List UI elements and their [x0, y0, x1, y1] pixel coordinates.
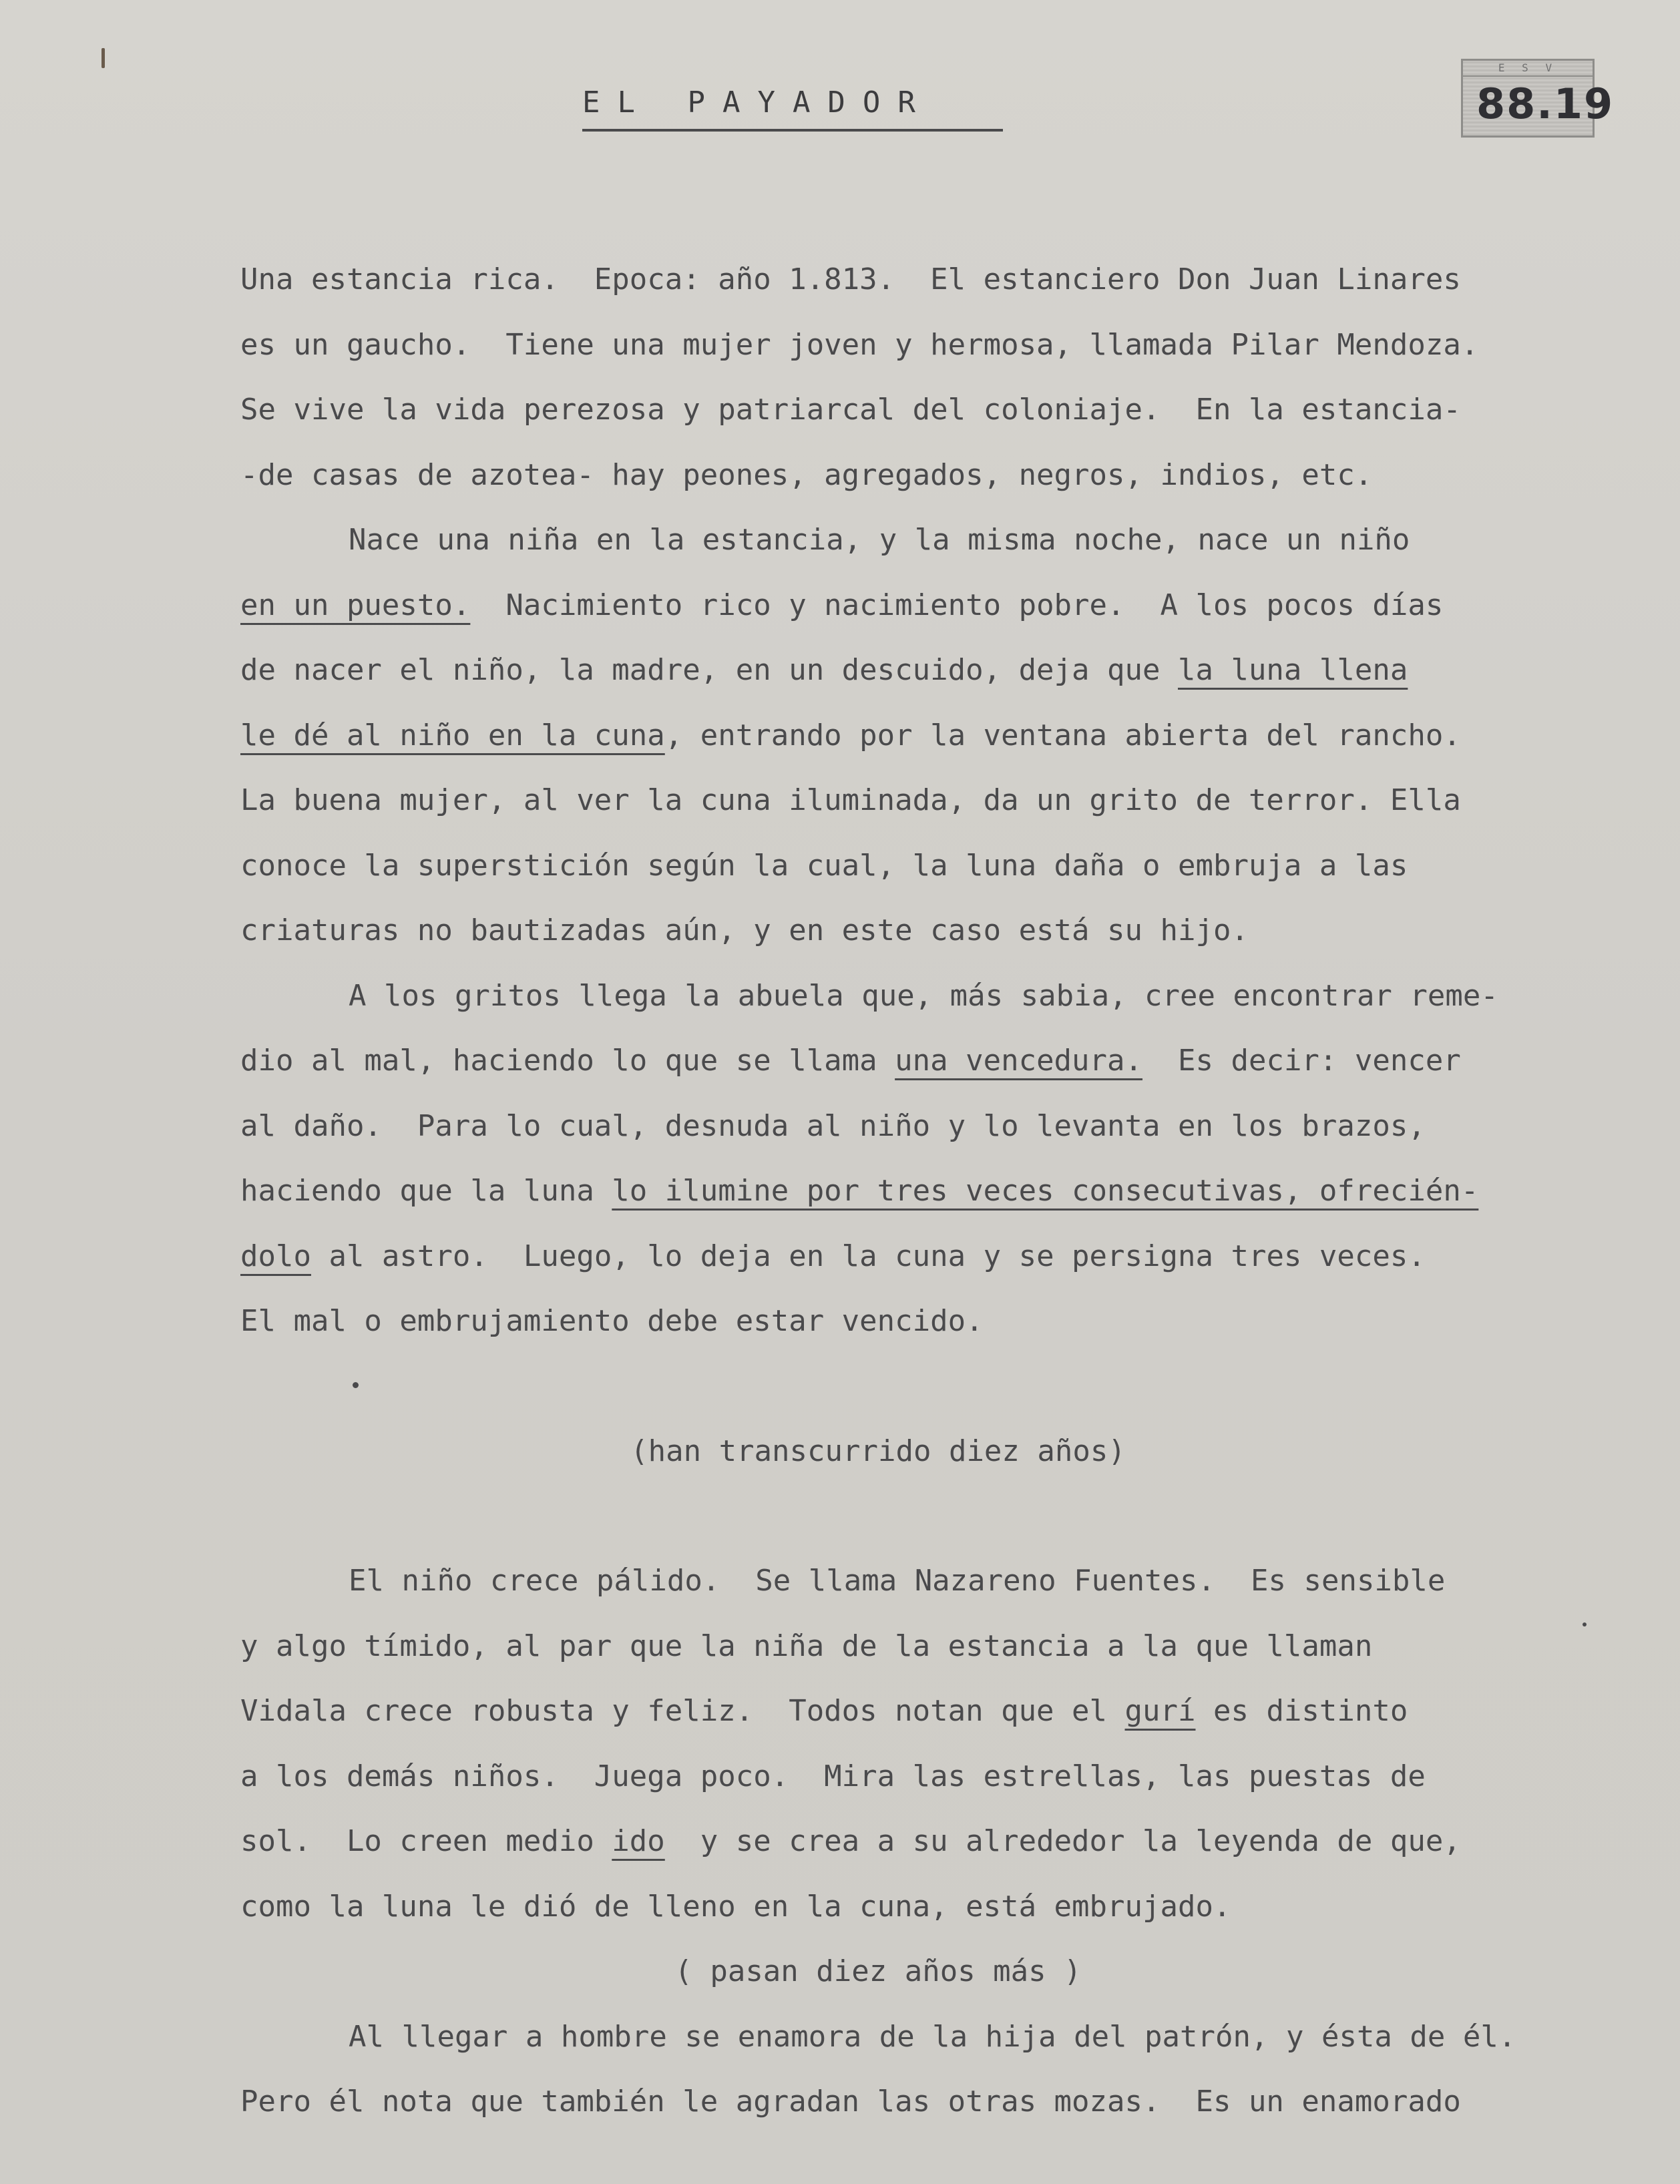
text-segment: Pero él nota que también le agradan las otras mozas. Es un enamorado: [240, 2085, 1461, 2119]
text-line: [240, 1028, 1656, 1094]
text-line: [240, 1094, 1656, 1159]
text-segment: Una estancia rica. Epoca: año 1.813. El estanciero Don Juan Linares: [240, 262, 1461, 296]
section-note: [240, 1939, 1656, 2004]
underlined-text: gurí: [1124, 1694, 1196, 1728]
text-segment: (han transcurrido diez años): [630, 1434, 1126, 1468]
text-line: [240, 1548, 1656, 1614]
paragraph-gap: [240, 1354, 1656, 1419]
underlined-text: ido: [612, 1824, 665, 1858]
text-segment: Nace una niña en la estancia, y la misma noche, nace un niño: [349, 523, 1410, 557]
paragraph: [240, 963, 1656, 1354]
paragraph: [240, 1548, 1656, 1939]
text-segment: La buena mujer, al ver la cuna iluminada, da un grito de terror. Ella: [240, 783, 1461, 817]
text-segment: Vidala crece robusta y feliz. Todos notan que el: [240, 1694, 1125, 1728]
ink-dot: [1583, 1622, 1587, 1626]
text-line: [240, 443, 1656, 508]
text-line: [240, 377, 1656, 443]
text-line: [240, 2069, 1656, 2135]
underlined-text: una vencedura.: [895, 1044, 1143, 1078]
underlined-text: dolo: [240, 1239, 311, 1273]
text-line: [240, 1809, 1656, 1874]
paragraph-gap: [240, 1484, 1656, 1548]
text-line: [240, 768, 1656, 833]
text-segment: Es decir: vencer: [1142, 1044, 1461, 1078]
paragraph: [240, 2004, 1656, 2135]
text-segment: es distinto: [1195, 1694, 1408, 1728]
text-segment: , entrando por la ventana abierta del rancho.: [664, 718, 1461, 752]
text-segment: El niño crece pálido. Se llama Nazareno Fuentes. Es sensible: [349, 1564, 1446, 1598]
text-segment: El mal o embrujamiento debe estar vencido.: [240, 1304, 984, 1338]
text-line: [240, 573, 1656, 638]
paragraph: [240, 247, 1656, 507]
underlined-text: lo ilumine por tres veces consecutivas, ofrecién-: [612, 1174, 1479, 1208]
text-segment: como la luna le dió de lleno en la cuna, está embrujado.: [240, 1889, 1231, 1924]
text-segment: de nacer el niño, la madre, en un descuido, deja que: [240, 653, 1178, 687]
stamp-header: E S V: [1463, 61, 1593, 77]
text-line: [240, 247, 1656, 312]
text-segment: A los gritos llega la abuela que, más sabia, cree encontrar reme-: [349, 978, 1498, 1013]
section-note: [240, 1419, 1656, 1484]
text-line: [240, 1679, 1656, 1744]
ink-dot: [353, 1382, 359, 1388]
text-segment: y algo tímido, al par que la niña de la estancia a la que llaman: [240, 1628, 1373, 1663]
text-line: [240, 833, 1656, 899]
text-line: [240, 2004, 1656, 2070]
text-line: [240, 1158, 1656, 1224]
text-line: [240, 1224, 1656, 1289]
text-segment: ( pasan diez años más ): [674, 1954, 1082, 1988]
text-line: [240, 1939, 1516, 2004]
text-segment: criaturas no bautizadas aún, y en este caso está su hijo.: [240, 913, 1249, 947]
text-segment: haciendo que la luna: [240, 1174, 612, 1208]
text-line: [240, 1744, 1656, 1809]
text-line: [240, 1614, 1656, 1679]
text-segment: dio al mal, haciendo lo que se llama: [240, 1044, 895, 1078]
text-line: [240, 898, 1656, 963]
text-line: [240, 1419, 1516, 1484]
document-body: [240, 247, 1656, 2135]
text-segment: conoce la superstición según la cual, la luna daña o embruja a las: [240, 848, 1408, 883]
text-line: [240, 703, 1656, 769]
text-line: [240, 312, 1656, 378]
underlined-text: le dé al niño en la cuna: [240, 718, 665, 752]
text-segment: al astro. Luego, lo deja en la cuna y se persigna tres veces.: [310, 1239, 1426, 1273]
text-segment: Nacimiento rico y nacimiento pobre. A los pocos días: [470, 588, 1444, 622]
text-segment: Al llegar a hombre se enamora de la hija del patrón, y ésta de él.: [349, 2019, 1516, 2054]
stamp-number: 88.19: [1476, 79, 1615, 128]
text-line: [240, 638, 1656, 703]
text-line: [240, 507, 1656, 573]
text-line: [240, 1289, 1656, 1354]
text-line: [240, 963, 1656, 1029]
text-line: [240, 1874, 1656, 1940]
text-segment: es un gaucho. Tiene una mujer joven y hermosa, llamada Pilar Mendoza.: [240, 327, 1479, 362]
underlined-text: la luna llena: [1177, 653, 1408, 687]
text-segment: y se crea a su alrededor la leyenda de que,: [664, 1824, 1461, 1858]
text-segment: Se vive la vida perezosa y patriarcal del coloniaje. En la estancia-: [240, 393, 1461, 427]
archive-stamp: [1461, 59, 1615, 138]
text-segment: -de casas de azotea- hay peones, agregados, negros, indios, etc.: [240, 457, 1373, 492]
text-segment: sol. Lo creen medio: [240, 1824, 612, 1858]
document-title: EL PAYADOR: [582, 85, 1003, 132]
paragraph: [240, 507, 1656, 963]
margin-mark: [101, 48, 105, 68]
underlined-text: en un puesto.: [240, 588, 471, 622]
text-segment: al daño. Para lo cual, desnuda al niño y lo levanta en los brazos,: [240, 1108, 1426, 1143]
text-segment: a los demás niños. Juega poco. Mira las estrellas, las puestas de: [240, 1759, 1426, 1793]
